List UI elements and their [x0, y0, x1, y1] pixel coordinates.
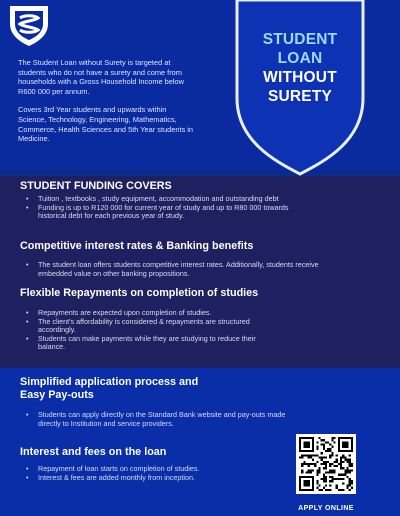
list-item: • Students can make payments while they are studying to reduce their balance. — [24, 335, 274, 352]
application-heading-line-2: Easy Pay-outs — [20, 389, 94, 401]
title-line-1: STUDENT — [262, 31, 338, 48]
list-item: • Repayment of loan starts on completion of studies. — [24, 465, 224, 474]
hero-section — [0, 0, 400, 170]
funding-heading: STUDENT FUNDING COVERS — [20, 180, 172, 192]
standard-bank-logo — [6, 6, 52, 46]
list-item: • The client's affordability is considered & repayments are structured accordingly. — [24, 318, 274, 335]
repayments-list — [24, 309, 274, 352]
intro-paragraph-1: The Student Loan without Surety is targeted at students who do not have a surety and come from households with a Gross Household Income below R600 000 per annum. — [18, 58, 184, 96]
page-title — [231, 30, 369, 106]
rates-list — [24, 261, 336, 278]
funding-list — [24, 195, 306, 221]
list-item: • The student loan offers students competitive interest rates. Additionally, students receive embedded value on other banking propositions. — [24, 261, 336, 278]
apply-online-label: APPLY ONLINE — [298, 505, 354, 512]
qr-code-image — [299, 437, 353, 491]
application-heading — [20, 376, 198, 402]
list-item: • Funding is up to R120 000 for current year of study and up to R80 000 towards historical debt for each previous year of study. — [24, 204, 306, 221]
intro-paragraph-2: Covers 3rd Year students and upwards within Science, Technology, Engineering, Mathematics, Commerce, Health Sciences and 5th Year students in Medicine. — [18, 105, 194, 144]
qr-code[interactable] — [296, 434, 356, 494]
rates-heading: Competitive interest rates & Banking benefits — [20, 240, 254, 252]
application-heading-line-1: Simplified application process and — [20, 376, 199, 388]
title-line-3: WITHOUT — [263, 69, 337, 86]
list-item: • Interest & fees are added monthly from inception. — [24, 474, 224, 483]
intro-text — [18, 58, 196, 144]
fees-list — [24, 465, 224, 482]
application-list — [24, 411, 294, 428]
list-item: • Tuition , textbooks , study equipment, accommodation and outstanding debt — [24, 195, 306, 204]
fees-heading: Interest and fees on the loan — [20, 446, 167, 458]
title-shield — [231, 0, 369, 176]
title-line-4: SURETY — [267, 88, 333, 105]
repayments-heading: Flexible Repayments on completion of studies — [20, 287, 259, 299]
title-line-2: LOAN — [277, 50, 323, 67]
list-item: • Repayments are expected upon completion of studies. — [24, 309, 274, 318]
list-item: • Students can apply directly on the Standard Bank website and pay-outs made directly to Institution and service providers. — [24, 411, 294, 428]
